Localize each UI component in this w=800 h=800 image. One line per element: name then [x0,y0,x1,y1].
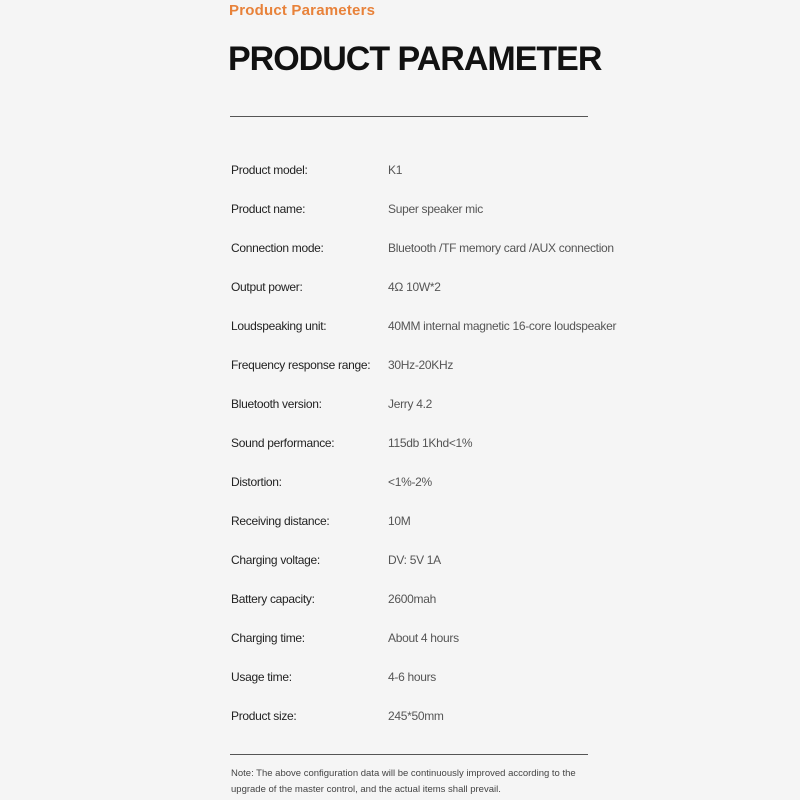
section-tag: Product Parameters [229,2,376,19]
parameter-label: Battery capacity: [231,592,315,606]
parameter-value: K1 [388,163,403,177]
parameter-row [231,346,631,385]
parameter-value: <1%-2% [388,475,432,489]
parameter-label: Loudspeaking unit: [231,319,327,333]
parameter-row [231,463,631,502]
parameter-row [231,190,631,229]
parameter-label: Usage time: [231,670,292,684]
parameter-value: 40MM internal magnetic 16-core loudspeaker [388,319,617,333]
parameter-label: Frequency response range: [231,358,371,372]
parameter-value: 2600mah [388,592,436,606]
parameter-value: 4-6 hours [388,670,436,684]
parameter-label: Output power: [231,280,303,294]
parameter-row [231,424,631,463]
parameter-row [231,385,631,424]
parameter-row [231,697,631,736]
parameter-row [231,658,631,697]
parameter-row [231,229,631,268]
parameter-value: 30Hz-20KHz [388,358,454,372]
parameter-row [231,502,631,541]
parameter-value: Bluetooth /TF memory card /AUX connection [388,241,614,255]
parameter-label: Product model: [231,163,308,177]
parameter-value: Jerry 4.2 [388,397,432,411]
parameter-table [231,151,631,736]
parameter-value: 4Ω 10W*2 [388,280,441,294]
page-title: PRODUCT PARAMETER [228,40,602,78]
parameter-row [231,307,631,346]
parameter-value: 10M [388,514,411,528]
parameter-label: Bluetooth version: [231,397,322,411]
parameter-value: About 4 hours [388,631,459,645]
parameter-label: Product size: [231,709,297,723]
parameter-row [231,268,631,307]
parameter-label: Sound performance: [231,436,335,450]
parameter-label: Charging time: [231,631,305,645]
parameter-value: 115db 1Khd<1% [388,436,473,450]
parameter-label: Product name: [231,202,306,216]
parameter-value: Super speaker mic [388,202,483,216]
top-divider [230,116,588,117]
footnote: Note: The above configuration data will be continuously improved according to the upgrade of the master control, and the actual items shall prevail. [231,768,576,795]
parameter-label: Receiving distance: [231,514,330,528]
parameter-value: 245*50mm [388,709,444,723]
parameter-label: Connection mode: [231,241,324,255]
parameter-row [231,619,631,658]
parameter-label: Distortion: [231,475,282,489]
parameter-row [231,580,631,619]
parameter-label: Charging voltage: [231,553,320,567]
parameter-value: DV: 5V 1A [388,553,441,567]
parameter-row [231,541,631,580]
parameter-row [231,151,631,190]
bottom-divider [230,754,588,755]
